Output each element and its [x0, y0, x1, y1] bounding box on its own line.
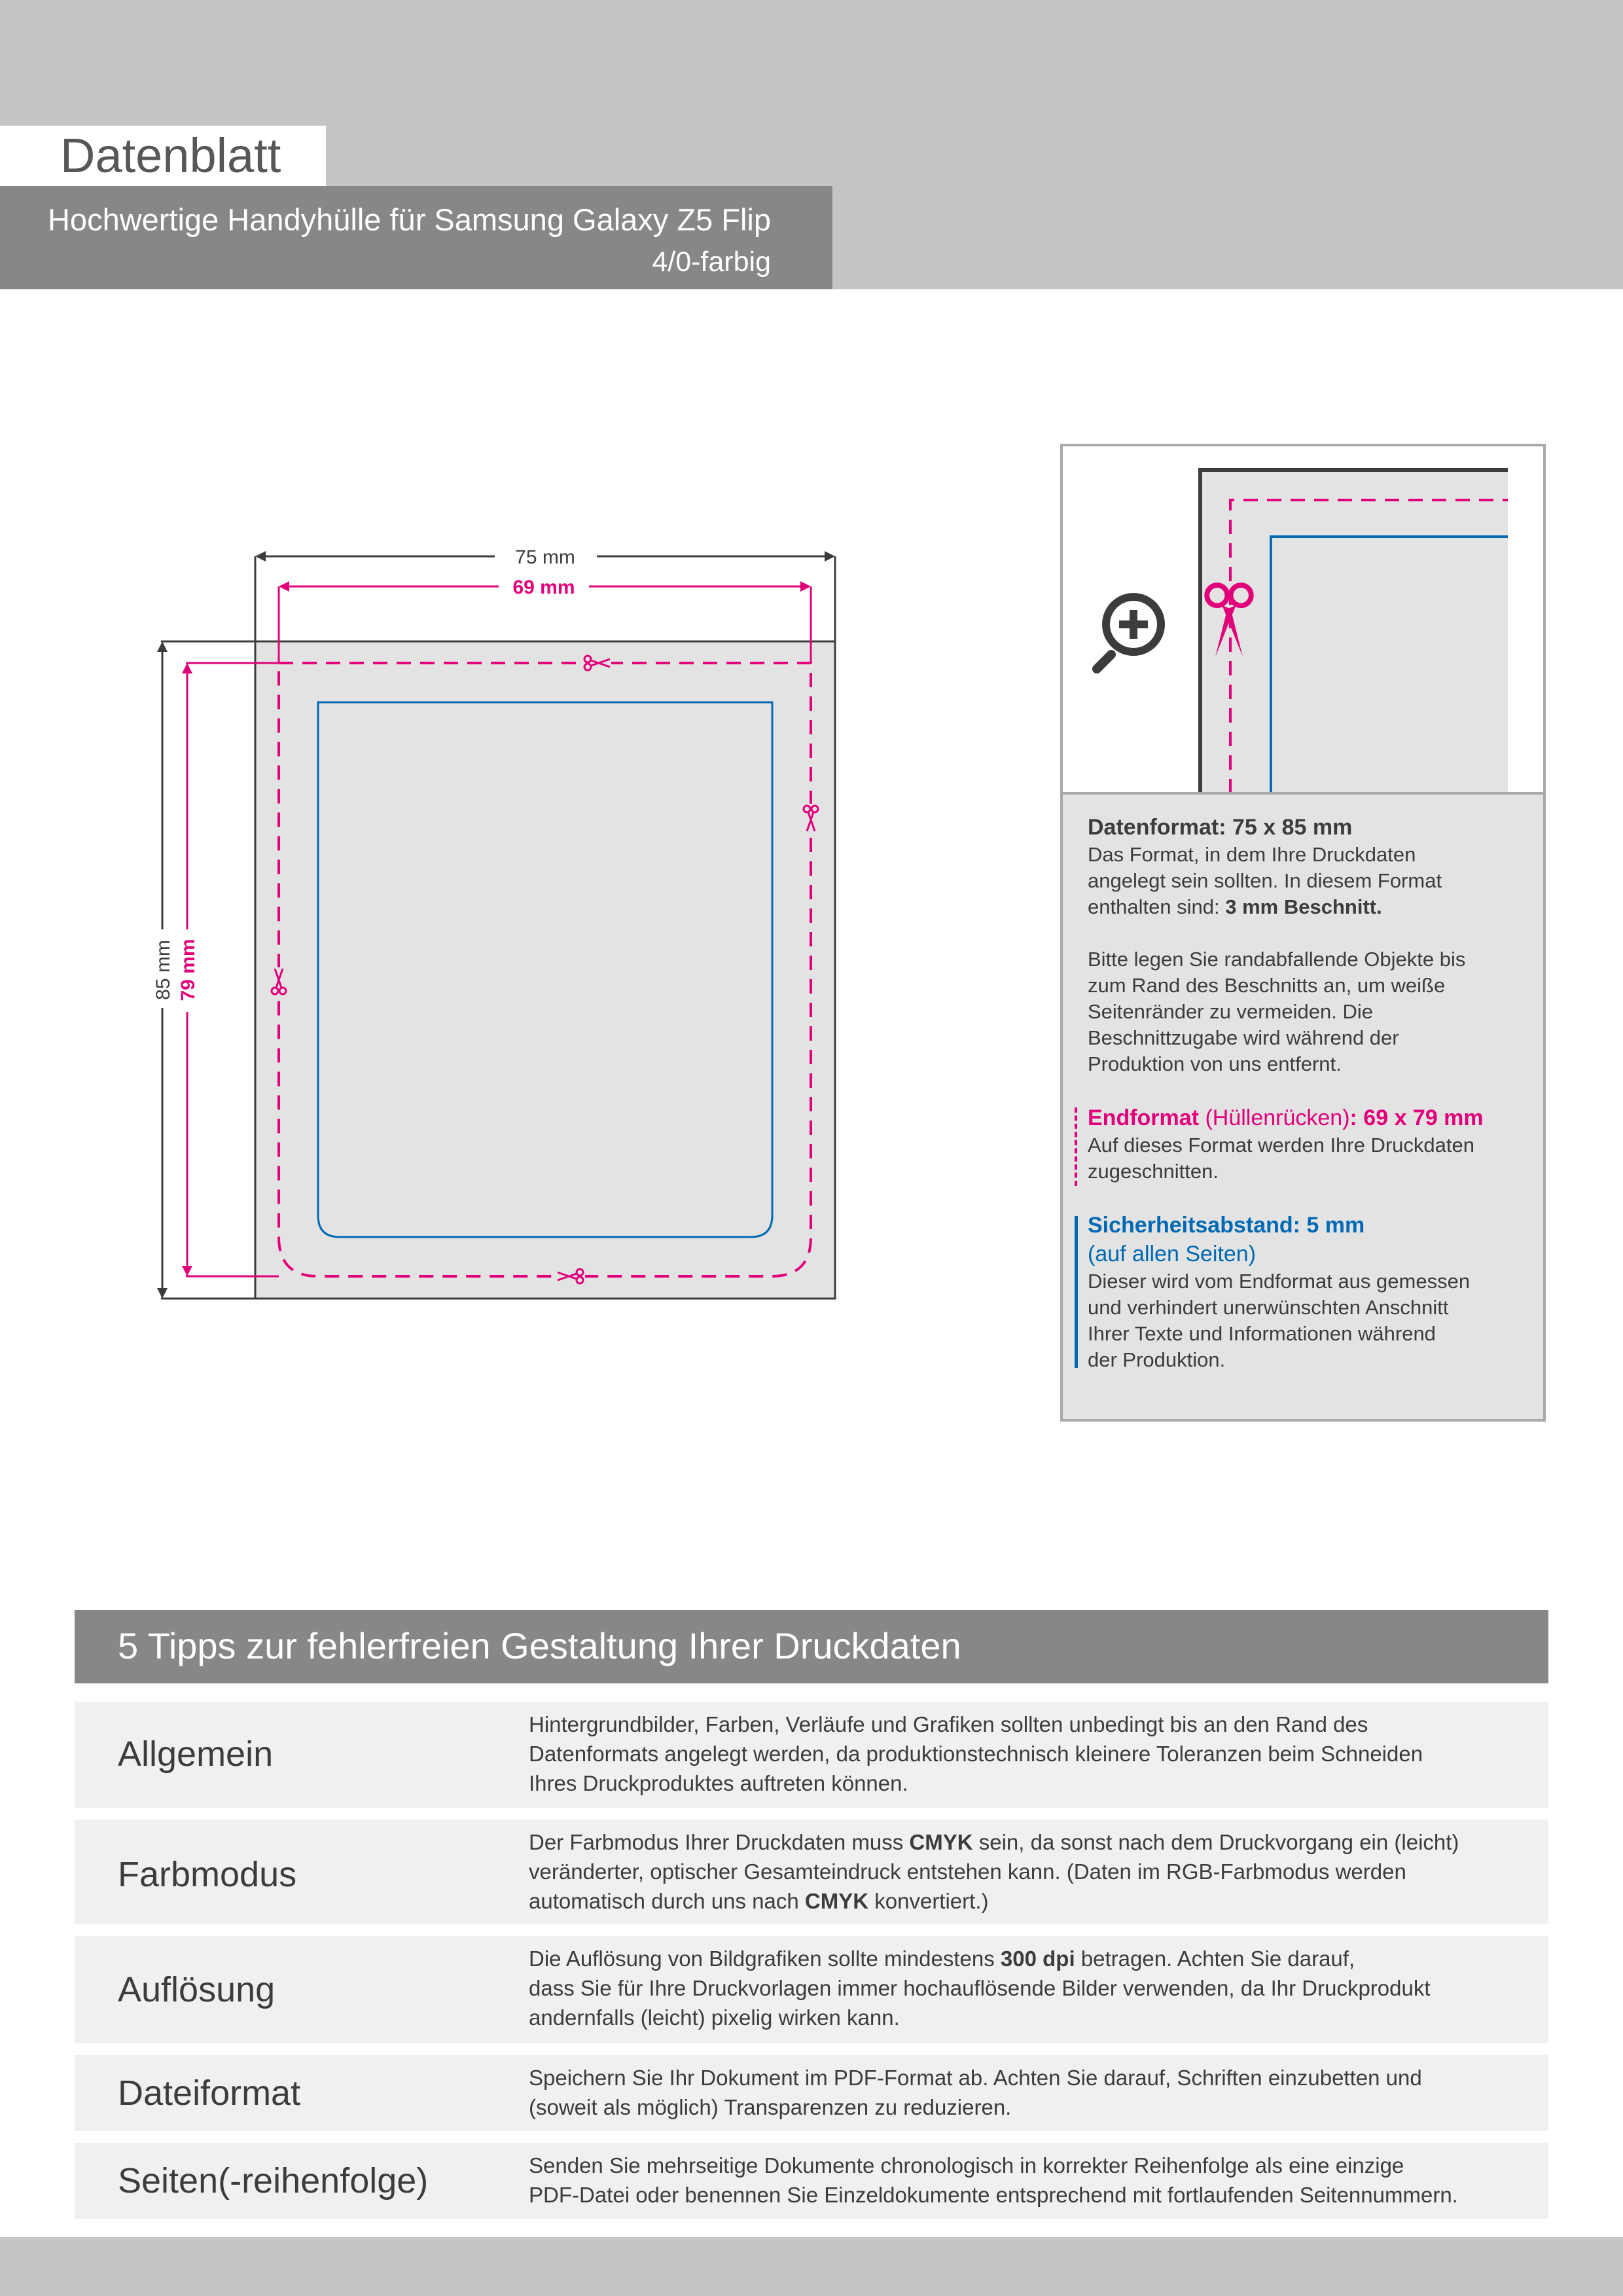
tip-fragment: konvertiert.) [868, 1889, 989, 1913]
height-total-label: 85 mm [152, 940, 174, 1000]
datenformat-line: Das Format, in dem Ihre Druckdaten [1088, 843, 1416, 866]
tip-fragment: Die Auflösung von Bildgrafiken sollte mindestens [529, 1946, 1001, 1971]
scissors-icon [1207, 579, 1251, 660]
info-panel [1060, 444, 1546, 1422]
tip-line: veränderter, optischer Gesamteindruck entstehen kann. (Daten im RGB-Farbmodus werden [529, 1859, 1406, 1884]
tip-text [529, 1944, 1530, 2032]
tip-label: Farbmodus [118, 1855, 297, 1894]
scissors-icon [556, 1268, 585, 1284]
safety-line: der Produktion. [1088, 1348, 1226, 1371]
tip-label: Allgemein [118, 1734, 274, 1774]
bleed-line: Bitte legen Sie randabfallende Objekte bis [1088, 948, 1466, 971]
tip-fragment: Der Farbmodus Ihrer Druckdaten muss [529, 1830, 910, 1854]
scissors-icon [582, 655, 611, 671]
tip-line [529, 1827, 1530, 1857]
tip-line: (soweit als möglich) Transparenzen zu reduzieren. [529, 2095, 1012, 2119]
tip-emphasis: 300 dpi [1000, 1946, 1075, 1971]
zoom-detail [1063, 446, 1543, 795]
tip-text [529, 2063, 1530, 2122]
tip-line: Ihres Druckproduktes auftreten können. [529, 1771, 908, 1795]
safety-line: Ihrer Texte und Informationen während [1088, 1322, 1436, 1345]
datenformat-title: Datenformat: 75 x 85 mm [1088, 815, 1353, 840]
tip-label: Seiten(-reihenfolge) [118, 2161, 429, 2200]
tip-line: Hintergrundbilder, Farben, Verläufe und Grafiken sollten unbedingt bis an den Rand des [529, 1712, 1368, 1736]
endformat-title [1088, 1103, 1520, 1132]
tip-line [529, 1886, 1530, 1916]
tip-text [529, 2151, 1530, 2210]
height-final-label: 79 mm [177, 939, 199, 1001]
bleed-line: Produktion von uns entfernt. [1088, 1052, 1342, 1075]
bleed-amount: 3 mm Beschnitt. [1225, 895, 1382, 918]
endformat-line: zugeschnitten. [1088, 1160, 1219, 1183]
tip-fragment: betragen. Achten Sie darauf, [1075, 1946, 1355, 1971]
info-text [1088, 813, 1520, 1373]
safety-title: Sicherheitsabstand: 5 mm [1088, 1213, 1365, 1238]
tip-label: Dateiformat [118, 2073, 301, 2113]
width-final-label: 69 mm [512, 577, 575, 598]
product-name: Hochwertige Handyhülle für Samsung Galaxy Z5 Flip [47, 202, 771, 237]
tip-line: Speichern Sie Ihr Dokument im PDF-Format ab. Achten Sie darauf, Schriften einzubetten und [529, 2066, 1422, 2090]
tip-emphasis: CMYK [909, 1830, 973, 1854]
safety-block [1088, 1211, 1520, 1373]
bleed-line: Beschnittzugabe wird während der [1088, 1026, 1399, 1049]
endformat-line: Auf dieses Format werden Ihre Druckdaten [1088, 1134, 1474, 1157]
data-format-rect [255, 641, 835, 1299]
tip-line: andernfalls (leicht) pixelig wirken kann. [529, 2005, 900, 2030]
tip-line [529, 1944, 1530, 1973]
trim-marker [1075, 1107, 1077, 1186]
zoom-in-icon [1097, 593, 1165, 669]
endformat-size: : 69 x 79 mm [1349, 1105, 1484, 1130]
tip-fragment: sein, da sonst nach dem Druckvorgang ein (leicht) [972, 1830, 1459, 1854]
tips-header [75, 1610, 1548, 1683]
tip-line: Datenformats angelegt werden, da produktionstechnisch kleinere Toleranzen beim Schneiden [529, 1742, 1423, 1766]
format-diagram [0, 0, 916, 1342]
tip-line: dass Sie für Ihre Druckvorlagen immer hochauflösende Bilder verwenden, da Ihr Druckprodukt [529, 1976, 1431, 2000]
zoom-detail-graphic [1063, 446, 1543, 792]
footer-band [0, 2237, 1623, 2296]
tip-line: PDF-Datei oder benennen Sie Einzeldokumente entsprechend mit fortlaufenden Seitennummern. [529, 2183, 1458, 2207]
endformat-block [1088, 1103, 1520, 1185]
scissors-icon [803, 804, 819, 833]
width-total-label: 75 mm [515, 547, 575, 568]
bleed-line: Seitenränder zu vermeiden. Die [1088, 1000, 1373, 1023]
tip-row-allgemein [75, 1702, 1548, 1808]
safety-line: und verhindert unerwünschten Anschnitt [1088, 1296, 1449, 1319]
page-title: Datenblatt [60, 128, 281, 183]
tip-fragment: automatisch durch uns nach [529, 1889, 805, 1913]
tip-text [529, 1827, 1530, 1916]
scissors-icon [271, 967, 287, 996]
tip-line: Senden Sie mehrseitige Dokumente chronologisch in korrekter Reihenfolge als eine einzige [529, 2153, 1404, 2178]
tip-emphasis: CMYK [804, 1889, 869, 1913]
tip-label: Auflösung [118, 1970, 276, 2009]
datenformat-line [1088, 894, 1520, 920]
color-mode: 4/0-farbig [652, 246, 771, 278]
endformat-label: Endformat [1088, 1105, 1199, 1130]
tip-text [529, 1710, 1530, 1798]
datenformat-text: enthalten sind: [1088, 895, 1226, 918]
safety-marker [1075, 1216, 1078, 1368]
bleed-line: zum Rand des Beschnitts an, um weiße [1088, 974, 1446, 997]
tip-row-dateiformat [75, 2055, 1548, 2131]
safety-subtitle: (auf allen Seiten) [1088, 1242, 1257, 1266]
tips-heading: 5 Tipps zur fehlerfreien Gestaltung Ihrer Druckdaten [118, 1625, 961, 1666]
safety-line: Dieser wird vom Endformat aus gemessen [1088, 1270, 1471, 1293]
tip-row-aufloesung [75, 1936, 1548, 2043]
tip-row-farbmodus [75, 1820, 1548, 1924]
datenformat-line: angelegt sein sollten. In diesem Format [1088, 869, 1442, 892]
endformat-note: (Hüllenrücken) [1199, 1105, 1350, 1130]
tip-row-seiten [75, 2143, 1548, 2219]
